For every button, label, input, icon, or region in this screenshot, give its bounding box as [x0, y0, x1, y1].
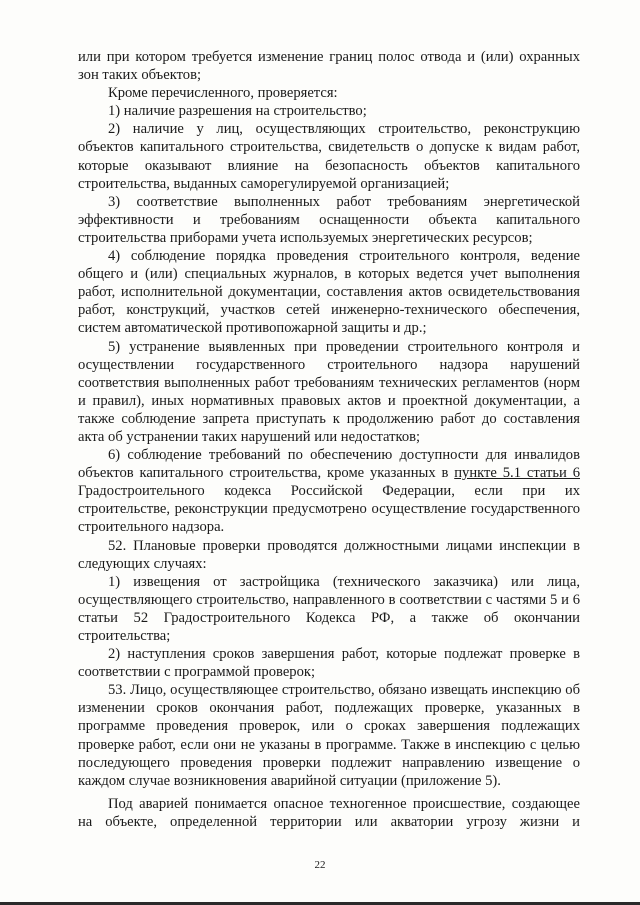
list-item	[78, 446, 580, 536]
paragraph: Под аварией понимается опасное техногенное происшествие, создающее	[108, 795, 580, 812]
section-paragraph-52: 52. Плановые проверки проводятся должностными лицами инспекции в следующих случаях:	[78, 537, 580, 572]
page-number: 22	[314, 859, 326, 871]
document-page	[78, 48, 580, 831]
paragraph: или при котором требуется изменение границ полос отвода и (или) охранных зон таких объектов;	[78, 49, 580, 84]
list-item: 2) наличие у лиц, осуществляющих строительство, реконструкцию объектов капитального строительства, свидетельств о допуске к видам работ, которые оказывают влияние на безопасность объектов капитального строительства, выданных саморегулируемой организацией;	[78, 121, 580, 192]
paragraph: Кроме перечисленного, проверяется:	[108, 85, 338, 102]
list-item: 1) извещения от застройщика (технического заказчика) или лица, осуществляющего строительство, направленного в соответствии с частями 5 и 6 статьи 52 Градостроительного Кодекса РФ, а также об окончании строительства;	[78, 573, 580, 644]
law-reference-link[interactable]: пункте 5.1 статьи 6	[454, 465, 580, 482]
text-fragment: Градостроительного кодекса Российской Федерации, если при их строительстве, реконструкции предусмотрено осуществление государственного строительного надзора.	[78, 483, 580, 536]
section-paragraph-53: 53. Лицо, осуществляющее строительство, обязано извещать инспекцию об изменении сроков окончания работ, подлежащих проверке, указанных в программе проведения проверок, или о сроках завершения подлежащих проверке работ, если они не указаны в программе. Также в инспекцию с целью последующего проведения проверки подлежит направлению извещение о каждом случае возникновения аварийной ситуации (приложение 5).	[78, 682, 580, 789]
list-item: 1) наличие разрешения на строительство;	[108, 103, 367, 120]
list-item: 5) устранение выявленных при проведении строительного контроля и осуществлении государственного строительного надзора нарушений соответствия выполненных работ требованиям технических регламентов (норм и правил), иных нормативных правовых актов и проектной документации, а также соблюдение запрета приступать к продолжению работ до составления акта об устранении таких нарушений или недостатков;	[78, 338, 580, 445]
list-item: 2) наступления сроков завершения работ, которые подлежат проверке в соответствии с программой проверок;	[78, 646, 580, 681]
list-item: 4) соблюдение порядка проведения строительного контроля, ведение общего и (или) специальных журналов, в которых ведется учет выполнения работ, исполнительной документации, составления актов освидетельствования работ, конструкций, участков сетей инженерно-технического обеспечения, систем автоматической противопожарной защиты и др.;	[78, 248, 580, 337]
paragraph: на объекте, определенной территории или акватории угрозу жизни и	[78, 813, 580, 830]
list-item: 3) соответствие выполненных работ требованиям энергетической эффективности и требованиям оснащенности объекта капитального строительства приборами учета используемых энергетических ресурсов;	[78, 193, 580, 246]
text-fragment: 6) соблюдение требований по обеспечению доступности для инвалидов объектов капитального строительства, кроме указанных в	[78, 447, 580, 482]
